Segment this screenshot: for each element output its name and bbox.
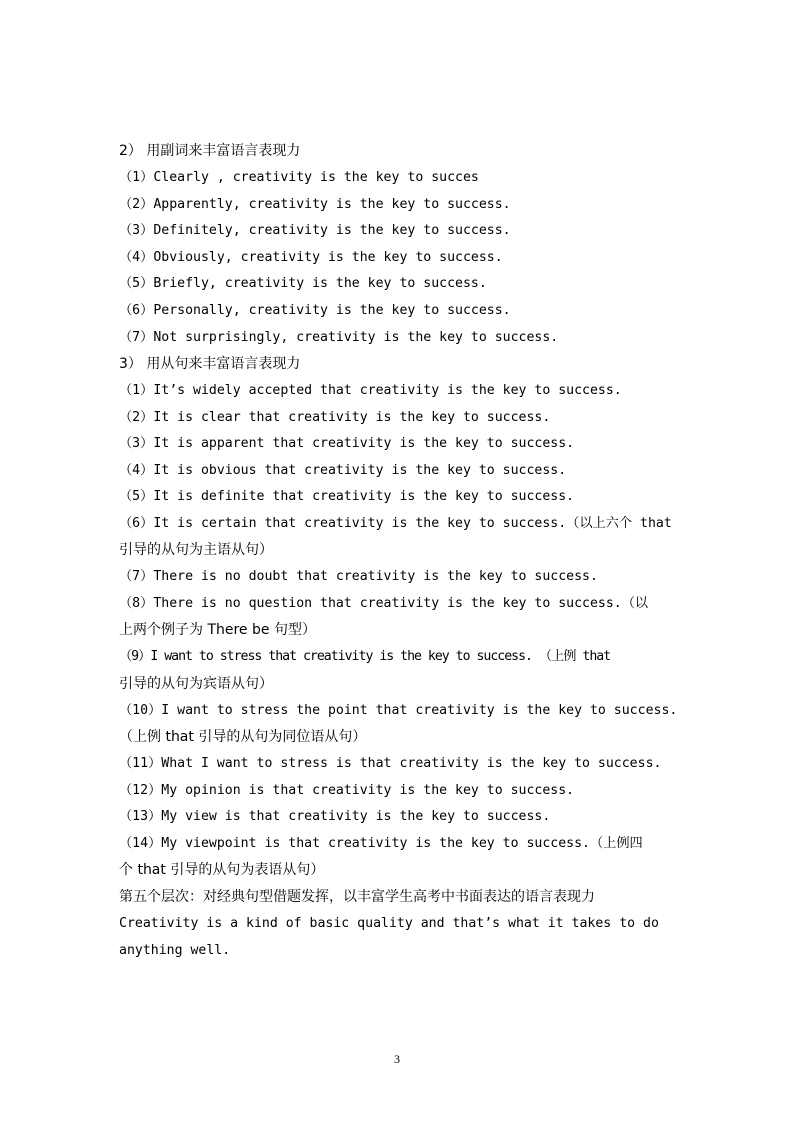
list-item-continuation: 个 that 引导的从句为表语从句） <box>119 862 325 878</box>
section-3-heading: 3） 用从句来丰富语言表现力 <box>119 356 301 372</box>
list-item: （7）There is no doubt that creativity is the key to success. <box>119 569 598 584</box>
list-item-continuation: 引导的从句为宾语从句） <box>119 676 273 692</box>
list-item: （3）It is apparent that creativity is the key to success. <box>119 436 575 451</box>
list-item: （2）It is clear that creativity is the key to success. <box>119 410 551 425</box>
list-item: （6）It is certain that creativity is the key to success.（以上六个 that <box>119 516 672 531</box>
list-item: （4）Obviously, creativity is the key to success. <box>119 250 503 265</box>
list-item: （6）Personally, creativity is the key to success. <box>119 303 511 318</box>
list-item-continuation: （上例 that 引导的从句为同位语从句） <box>119 729 367 745</box>
list-item: （5）Briefly, creativity is the key to success. <box>119 276 487 291</box>
list-item: （12）My opinion is that creativity is the key to success. <box>119 783 575 798</box>
section-2-heading: 2） 用副词来丰富语言表现力 <box>119 143 301 159</box>
list-item-continuation: 引导的从句为主语从句） <box>119 542 273 558</box>
list-item: （4）It is obvious that creativity is the key to success. <box>119 463 567 478</box>
list-item: （1）Clearly , creativity is the key to succes <box>119 170 479 185</box>
list-item: （1）It’s widely accepted that creativity is the key to success. <box>119 383 622 398</box>
list-item: （7）Not surprisingly, creativity is the key to success. <box>119 330 559 345</box>
list-item: （13）My view is that creativity is the key to success. <box>119 809 551 824</box>
page-number: 3 <box>394 1052 400 1066</box>
list-item: （8）There is no question that creativity is the key to success.（以 <box>119 596 649 611</box>
list-item: （3）Definitely, creativity is the key to success. <box>119 223 511 238</box>
list-item: （2）Apparently, creativity is the key to success. <box>119 197 511 212</box>
list-item: （9）I want to stress that creativity is the key to success. （上例 that <box>119 649 611 664</box>
list-item: （11）What I want to stress is that creativity is the key to success. <box>119 756 662 771</box>
list-item: （5）It is definite that creativity is the key to success. <box>119 489 575 504</box>
list-item: （14）My viewpoint is that creativity is the key to success.（上例四 <box>119 836 643 851</box>
paragraph-line: anything well. <box>119 943 231 958</box>
list-item-continuation: 上两个例子为 There be 句型） <box>119 622 316 638</box>
list-item: （10）I want to stress the point that creativity is the key to success. <box>119 703 678 718</box>
paragraph-line: Creativity is a kind of basic quality and that’s what it takes to do <box>119 916 659 931</box>
level-5-heading: 第五个层次：对经典句型借题发挥，以丰富学生高考中书面表达的语言表现力 <box>119 889 595 905</box>
